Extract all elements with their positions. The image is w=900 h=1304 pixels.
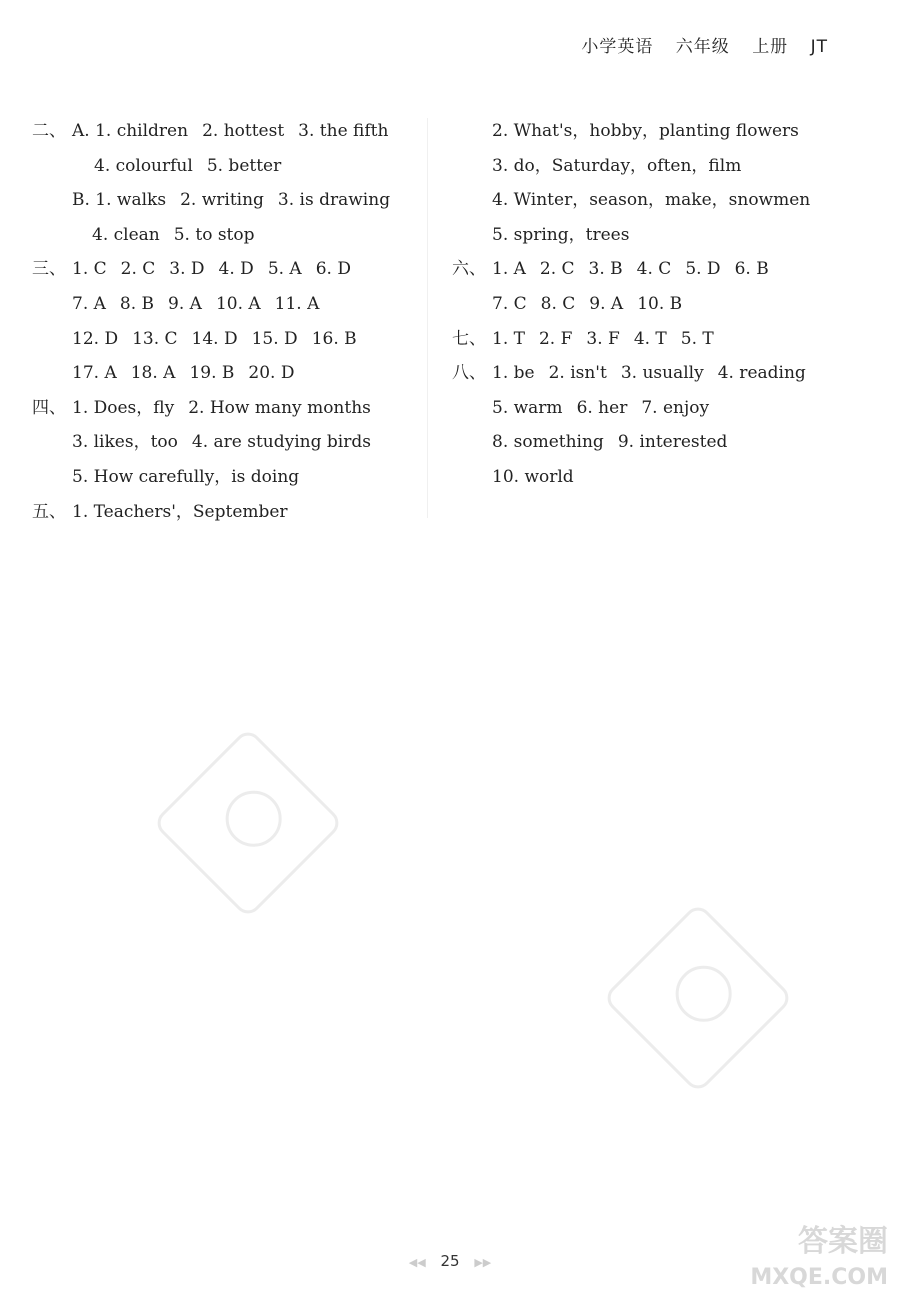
answer: 1. T: [492, 328, 525, 349]
section-6-line-2: [452, 287, 852, 322]
answer: 14. D: [191, 328, 238, 349]
section-5-line-1: [32, 495, 432, 530]
answer: 5. to stop: [173, 224, 255, 245]
corner-logo-line2: MXQE.COM: [750, 1265, 888, 1290]
answer: B. 1. walks: [72, 190, 167, 211]
next-arrows-icon: ▶▶: [474, 1256, 492, 1269]
answer: 2. writing: [180, 190, 264, 211]
section-2-line-4: [32, 218, 432, 253]
answer: 5. A: [267, 259, 302, 280]
answer: 2. C: [120, 259, 156, 280]
answer: 2. hottest: [202, 121, 285, 141]
answer: 1. Teachers'，September: [72, 501, 288, 522]
section-label: 四、: [32, 397, 66, 418]
answer-column-left: [32, 114, 432, 529]
answer: 4. D: [218, 259, 254, 280]
page-number: 25: [440, 1252, 460, 1270]
section-8-line-4: [452, 460, 852, 495]
answer: 5. spring，trees: [492, 224, 630, 245]
answer: 3. the fifth: [298, 121, 389, 141]
answer: 18. A: [130, 363, 176, 384]
section-label: 八、: [452, 363, 486, 384]
answer: 15. D: [251, 328, 298, 349]
watermark-stamp: [602, 902, 794, 1094]
answer: 4. Winter，season，make，snowmen: [492, 190, 811, 211]
answer: 7. A: [72, 293, 106, 314]
section-5-line-3: [452, 149, 852, 184]
answer: 3. do，Saturday，often，film: [492, 155, 742, 176]
corner-watermark-logo: [750, 1224, 888, 1296]
section-label: 二、: [32, 121, 66, 141]
answer: 4. T: [633, 328, 667, 349]
answer: 2. F: [538, 328, 573, 349]
answer: 1. A: [492, 259, 526, 280]
answer: 1. be: [492, 363, 535, 384]
section-label: 六、: [452, 259, 486, 280]
answer: 4. clean: [92, 224, 160, 245]
section-2-line-2: [32, 149, 432, 184]
section-2-line-3: [32, 183, 432, 218]
answer: 16. B: [311, 328, 357, 349]
answer: 6. her: [576, 397, 628, 418]
answer: 2. isn't: [548, 363, 607, 384]
answer: 7. enjoy: [641, 397, 710, 418]
answer: 1. Does，fly: [72, 397, 175, 418]
section-3-line-2: [32, 287, 432, 322]
prev-arrows-icon: ◀◀: [408, 1256, 426, 1269]
answer: 8. B: [119, 293, 155, 314]
answer: 10. B: [637, 293, 683, 314]
answer: 5. How carefully，is doing: [72, 466, 300, 487]
answer: 9. A: [168, 293, 202, 314]
watermark-stamp: [152, 727, 344, 919]
answer: 13. C: [132, 328, 178, 349]
section-6-line-1: [452, 252, 852, 287]
answer: 3. F: [586, 328, 620, 349]
answer: 5. D: [685, 259, 721, 280]
section-4-line-1: [32, 391, 432, 426]
header-edition: JT: [810, 37, 828, 57]
answer: 1. C: [72, 259, 107, 280]
answer: 17. A: [72, 363, 117, 384]
header-subject: 小学英语: [581, 37, 654, 57]
answer: 12. D: [72, 328, 119, 349]
section-4-line-2: [32, 425, 432, 460]
answer: 9. A: [589, 293, 624, 314]
answer: 3. is drawing: [277, 190, 391, 211]
page-header: [565, 32, 828, 57]
answer: 3. likes，too: [72, 432, 178, 453]
answer: 3. usually: [620, 363, 704, 384]
section-8-line-2: [452, 391, 852, 426]
answer: 7. C: [492, 293, 527, 314]
answer: A. 1. children: [72, 121, 189, 141]
answer: 4. are studying birds: [191, 432, 371, 453]
section-5-line-2: [452, 114, 852, 149]
answer: 20. D: [248, 363, 295, 384]
corner-logo-line1: 答案圈: [798, 1224, 888, 1259]
answer: 5. T: [680, 328, 714, 349]
header-volume: 上册: [752, 37, 789, 57]
answer: 6. D: [315, 259, 351, 280]
section-label: 七、: [452, 328, 486, 349]
watermark-circle-icon: [214, 779, 293, 858]
section-label: 五、: [32, 501, 66, 522]
answer: 2. C: [539, 259, 575, 280]
section-4-line-3: [32, 460, 432, 495]
section-5-line-5: [452, 218, 852, 253]
answer: 5. warm: [492, 397, 563, 418]
section-8-line-3: [452, 425, 852, 460]
answer: 3. B: [588, 259, 623, 280]
section-label: 三、: [32, 259, 66, 280]
answer: 5. better: [206, 155, 282, 176]
answer: 11. A: [274, 293, 320, 314]
answer: 6. B: [734, 259, 769, 280]
answer: 9. interested: [617, 432, 728, 453]
section-3-line-1: [32, 252, 432, 287]
section-8-line-1: [452, 356, 852, 391]
answer-column-right: [452, 114, 852, 495]
header-grade: 六年级: [675, 37, 730, 57]
answer: 8. something: [492, 432, 604, 453]
answer: 2. How many months: [188, 397, 371, 418]
section-3-line-3: [32, 322, 432, 357]
section-2-line-1: [32, 114, 432, 149]
answer: 10. A: [215, 293, 261, 314]
section-3-line-4: [32, 356, 432, 391]
answer: 4. C: [636, 259, 672, 280]
answer: 8. C: [540, 293, 576, 314]
watermark-circle-icon: [664, 954, 743, 1033]
answer: 2. What's，hobby，planting flowers: [492, 121, 799, 141]
answer: 4. colourful: [94, 155, 193, 176]
answer: 3. D: [169, 259, 205, 280]
answer: 19. B: [189, 363, 235, 384]
section-5-line-4: [452, 183, 852, 218]
section-7-line-1: [452, 322, 852, 357]
answer: 4. reading: [717, 363, 806, 384]
answer: 10. world: [492, 466, 574, 487]
